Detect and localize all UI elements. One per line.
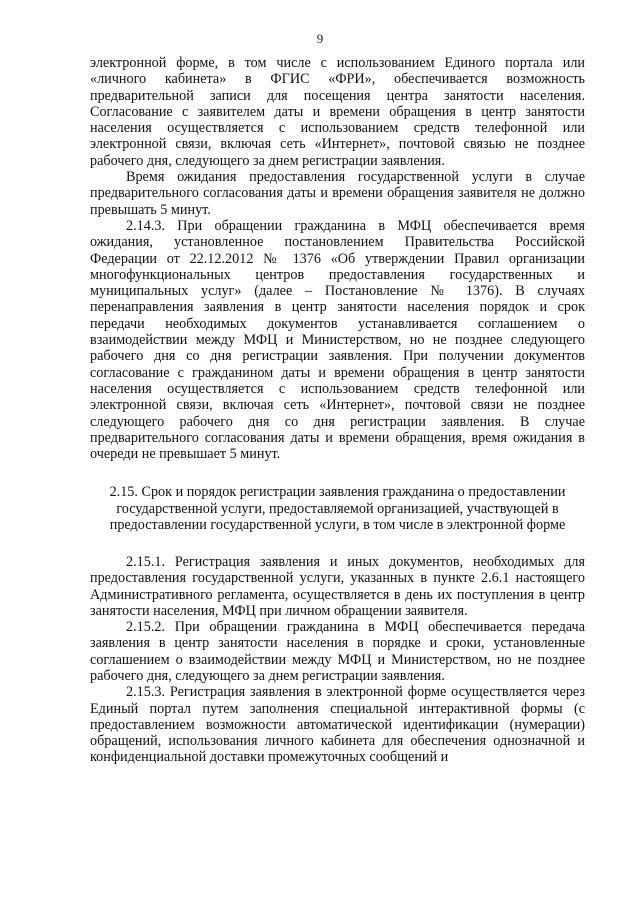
paragraph-2-15-2: 2.15.2. При обращении гражданина в МФЦ обеспечивается передача заявления в центр занятости населения в порядке и сроки, установленные соглашением о взаимодействии между МФЦ и Министерством, но не позднее рабочего дня, следующего за днем регистрации заявления. [90,619,585,684]
paragraph-waiting-time: Время ожидания предоставления государственной услуги в случае предварительного согласования даты и времени обращения заявителя не должно превышать 5 минут. [90,169,585,218]
page-number: 9 [316,31,324,46]
document-body [90,55,585,766]
section-heading-2-15: 2.15. Срок и порядок регистрации заявления гражданина о предоставлении государственной услуги, предоставляемой организацией, участвующей в предоставлении государственной услуги, в том числе в электронной форме [109,484,566,534]
paragraph-2-14-3: 2.14.3. При обращении гражданина в МФЦ обеспечивается время ожидания, установленное постановлением Правительства Российской Федерации от 22.12.2012 № 1376 «Об утверждении Правил организации многофункциональных центров предоставления государственных и муниципальных услуг» (далее – Постановление № 1376). В случаях перенаправления заявления в центр занятости населения порядок и срок передачи необходимых документов устанавливается соглашением о взаимодействии между МФЦ и Министерством, но не позднее следующего рабочего дня со дня регистрации заявления. При получении документов согласование с гражданином даты и времени обращения в центр занятости населения осуществляется с использованием средств телефонной или электронной связи, включая сеть «Интернет», почтовой связи не позднее следующего рабочего дня со дня регистрации заявления. В случае предварительного согласования даты и времени обращения, время ожидания в очереди не превышает 5 минут. [90,217,585,463]
paragraph-2-15-3: 2.15.3. Регистрация заявления в электронной форме осуществляется через Единый портал путем заполнения специальной интерактивной формы (с предоставлением возможности автоматической идентификации (нумерации) обращений, использования личного кабинета для обеспечения однозначной и конфиденциальной доставки промежуточных сообщений и [90,684,585,766]
paragraph-2-15-1: 2.15.1. Регистрация заявления и иных документов, необходимых для предоставления государственной услуги, указанных в пункте 2.6.1 настоящего Административного регламента, осуществляется в день их поступления в центр занятости населения, МФЦ при личном обращении заявителя. [90,553,585,619]
paragraph-continuation: электронной форме, в том числе с использованием Единого портала или «личного кабинета» в ФГИС «ФРИ», обеспечивается возможность предварительной записи для посещения центра занятости населения. Согласование с заявителем даты и времени обращения в центр занятости населения осуществляется с использованием средств телефонной или электронной связи, включая сеть «Интернет», почтовой связью не позднее рабочего дня, следующего за днем регистрации заявления. [90,55,585,169]
